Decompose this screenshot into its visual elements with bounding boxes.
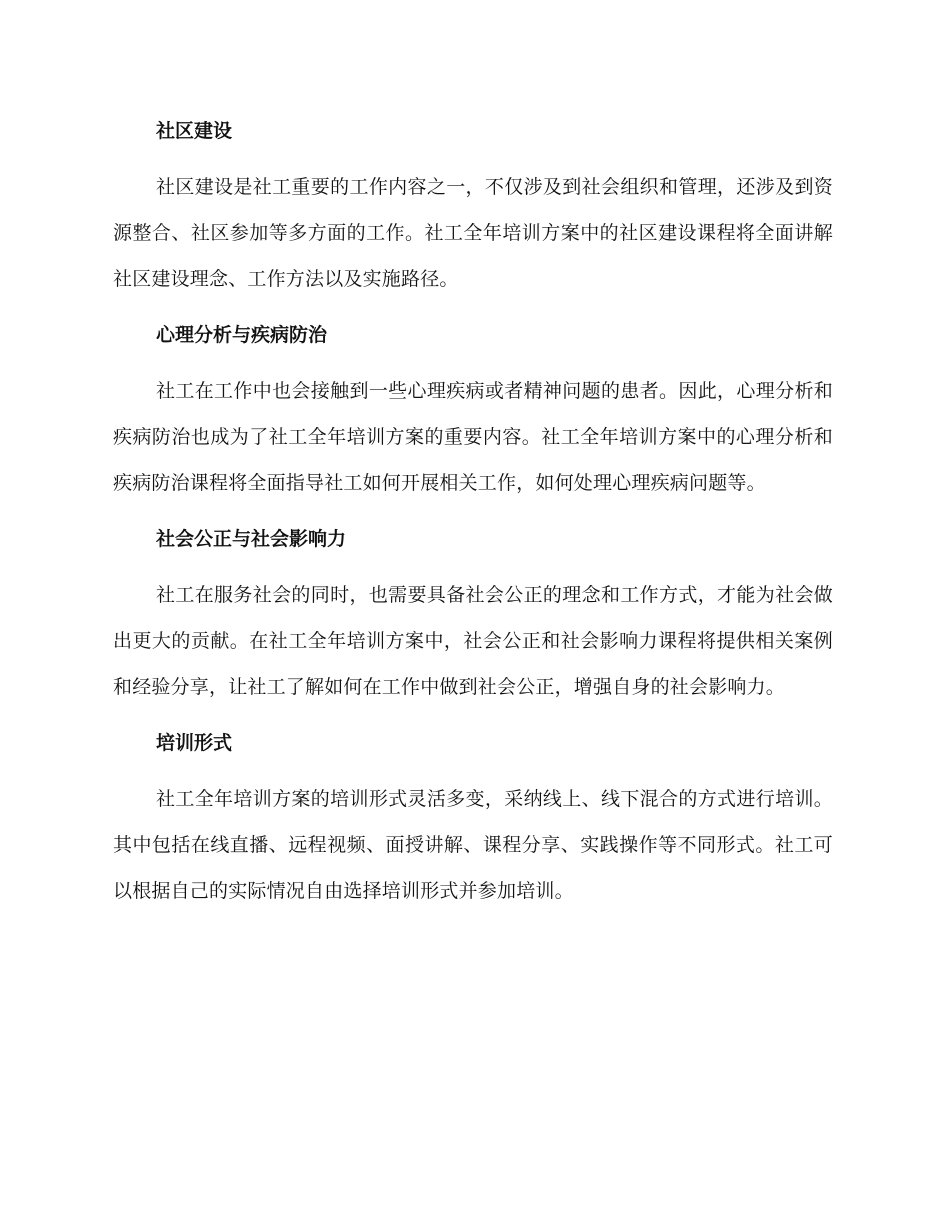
section-heading: 培训形式 [156,732,233,754]
section-heading: 社区建设 [156,120,233,142]
section-heading: 社会公正与社会影响力 [156,528,347,550]
section-social-justice [113,516,833,710]
section-community-building [113,108,833,302]
section-heading: 心理分析与疾病防治 [156,324,328,346]
section-paragraph: 社工在工作中也会接触到一些心理疾病或者精神问题的患者。因此，心理分析和疾病防治也成为了社工全年培训方案的重要内容。社工全年培训方案中的心理分析和疾病防治课程将全面指导社工如何开展相关工作，如何处理心理疾病问题等。 [113,380,833,494]
section-paragraph: 社工全年培训方案的培训形式灵活多变，采纳线上、线下混合的方式进行培训。其中包括在线直播、远程视频、面授讲解、课程分享、实践操作等不同形式。社工可以根据自己的实际情况自由选择培训形式并参加培训。 [113,788,833,902]
section-paragraph: 社区建设是社工重要的工作内容之一，不仅涉及到社会组织和管理，还涉及到资源整合、社区参加等多方面的工作。社工全年培训方案中的社区建设课程将全面讲解社区建设理念、工作方法以及实施路径。 [113,176,833,290]
section-psychology [113,312,833,506]
document-content [113,108,833,924]
section-training-format [113,720,833,914]
section-paragraph: 社工在服务社会的同时，也需要具备社会公正的理念和工作方式，才能为社会做出更大的贡献。在社工全年培训方案中，社会公正和社会影响力课程将提供相关案例和经验分享，让社工了解如何在工作中做到社会公正，增强自身的社会影响力。 [113,584,833,698]
